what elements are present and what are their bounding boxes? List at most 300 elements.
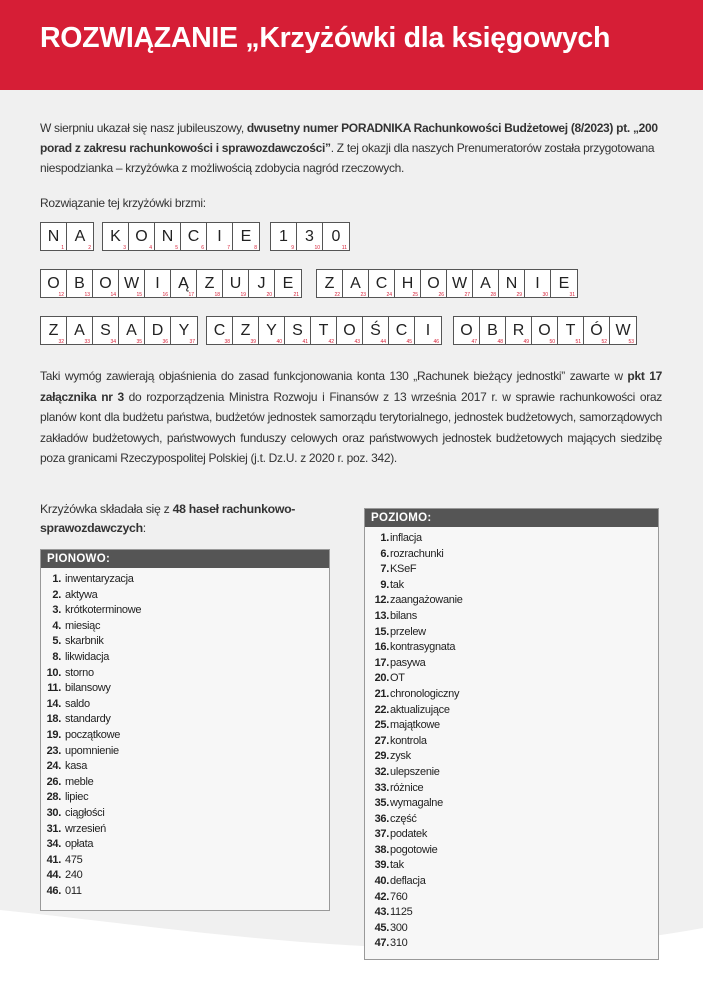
solution-cell — [41, 223, 67, 250]
answer-text: deflacja — [390, 875, 426, 888]
solution-cell — [145, 270, 171, 297]
answer-number: 35. — [374, 797, 389, 810]
answer-item — [365, 734, 658, 750]
cell-letter: W — [123, 275, 140, 292]
solution-cell — [311, 317, 337, 344]
answer-item — [365, 562, 658, 578]
answer-text: 1125 — [390, 906, 413, 919]
solution-word — [40, 316, 198, 345]
solution-cell — [223, 270, 249, 297]
answer-number: 41. — [46, 853, 61, 866]
cell-number: 28 — [490, 292, 496, 298]
cell-number: 49 — [523, 339, 529, 345]
cell-letter: S — [292, 322, 303, 339]
cell-letter: W — [451, 275, 468, 292]
cell-letter: Z — [48, 322, 59, 339]
solution-cell — [41, 317, 67, 344]
answer-number: 36. — [374, 812, 389, 825]
answer-text: likwidacja — [65, 650, 110, 663]
horizontal-answers-list — [365, 527, 658, 952]
answer-item — [41, 790, 329, 806]
answer-item — [41, 744, 329, 760]
answer-text: 300 — [390, 921, 408, 934]
solution-cell — [271, 223, 297, 250]
cell-letter: S — [100, 322, 111, 339]
solution-word — [316, 269, 578, 298]
answer-item — [41, 837, 329, 853]
cell-number: 19 — [240, 292, 246, 298]
cell-letter: N — [505, 275, 518, 292]
cell-number: 17 — [188, 292, 194, 298]
answer-number: 3. — [52, 604, 61, 617]
cell-number: 35 — [136, 339, 142, 345]
page-title: ROZWIĄZANIE „Krzyżówki dla księgowych — [40, 22, 611, 54]
solution-cell — [447, 270, 473, 297]
answer-text: bilansowy — [65, 682, 111, 695]
description-paragraph — [40, 366, 662, 469]
solution-cell — [337, 317, 363, 344]
cell-letter: E — [282, 275, 294, 292]
answer-item — [41, 759, 329, 775]
desc-text-1: Taki wymóg zawierają objaśnienia do zasad funkcjonowania konta 130 „Rachunek bieżący jednostki” zawarte w — [40, 369, 628, 383]
answer-text: upomnienie — [65, 744, 119, 757]
cell-letter: Y — [178, 322, 190, 339]
solution-cell — [67, 270, 93, 297]
answer-number: 34. — [46, 838, 61, 851]
answer-item — [41, 603, 329, 619]
answer-number: 10. — [46, 666, 61, 679]
cell-letter: I — [535, 275, 540, 292]
solution-cell — [93, 270, 119, 297]
answer-text: storno — [65, 666, 94, 679]
answer-number: 32. — [374, 765, 389, 778]
answer-item — [41, 884, 329, 900]
cell-number: 48 — [497, 339, 503, 345]
answer-item — [41, 619, 329, 635]
cell-number: 3 — [123, 245, 126, 251]
cell-number: 22 — [334, 292, 340, 298]
vertical-answers-list — [41, 568, 329, 899]
cell-number: 29 — [516, 292, 522, 298]
cell-letter: O — [343, 322, 356, 339]
answer-text: chronologiczny — [390, 687, 460, 700]
cell-letter: I — [217, 228, 222, 245]
cell-number: 23 — [360, 292, 366, 298]
count-text-1: Krzyżówka składała się z — [40, 502, 173, 516]
cell-letter: K — [110, 228, 121, 245]
answer-text: 240 — [65, 869, 83, 882]
horizontal-answers-box — [364, 508, 659, 960]
answer-text: ulepszenie — [390, 765, 440, 778]
answer-text: lipiec — [65, 791, 89, 804]
intro-text-2: . Z tej okazji dla naszych Prenumeratorów została przygotowana niespodzianka – krzyżówka z możliwością zdobycia nagród rzeczowych. — [40, 141, 655, 175]
solution-cell — [323, 223, 349, 250]
solution-cell — [207, 223, 233, 250]
answer-number: 13. — [374, 609, 389, 622]
intro-paragraph — [40, 118, 662, 178]
cell-letter: E — [558, 275, 570, 292]
cell-number: 26 — [438, 292, 444, 298]
answer-text: 760 — [390, 890, 408, 903]
solution-cell — [171, 317, 197, 344]
solution-cell — [480, 317, 506, 344]
answer-number: 47. — [374, 937, 389, 950]
answer-number: 33. — [374, 781, 389, 794]
answer-item — [365, 656, 658, 672]
solution-cell — [259, 317, 285, 344]
answer-number: 38. — [374, 843, 389, 856]
count-bold-1: 48 haseł rachunkowo-sprawozdawczych — [40, 502, 296, 535]
answer-text: początkowe — [65, 728, 121, 741]
solution-cell — [171, 270, 197, 297]
answer-number: 37. — [374, 828, 389, 841]
cell-number: 32 — [58, 339, 64, 345]
cell-number: 52 — [601, 339, 607, 345]
answer-item — [41, 868, 329, 884]
cell-letter: E — [240, 228, 252, 245]
cell-letter: T — [318, 322, 329, 339]
solution-cell — [369, 270, 395, 297]
answer-text: bilans — [390, 609, 417, 622]
answer-text: 310 — [390, 937, 408, 950]
answer-item — [365, 578, 658, 594]
cell-number: 14 — [110, 292, 116, 298]
cell-letter: C — [213, 322, 226, 339]
cell-letter: H — [401, 275, 414, 292]
intro-bold-1: dwusetny numer PORADNIKA Rachunkowości Budżetowej (8/2023) pt. „200 porad z zakresu rachunkowości i sprawozdawczości” — [40, 121, 658, 155]
answer-item — [365, 781, 658, 797]
cell-number: 39 — [250, 339, 256, 345]
cell-letter: O — [460, 322, 473, 339]
answer-number: 46. — [46, 884, 61, 897]
answer-item — [41, 666, 329, 682]
answer-item — [365, 671, 658, 687]
answer-item — [365, 843, 658, 859]
answer-number: 39. — [374, 859, 389, 872]
cell-number: 31 — [569, 292, 575, 298]
cell-letter: Y — [266, 322, 277, 339]
answer-item — [365, 703, 658, 719]
answer-text: tak — [390, 859, 404, 872]
solution-cell — [119, 270, 145, 297]
answer-text: zaangażowanie — [390, 594, 463, 607]
solution-cell — [610, 317, 636, 344]
answer-text: 475 — [65, 853, 83, 866]
answer-text: aktywa — [65, 588, 98, 601]
cell-number: 47 — [471, 339, 477, 345]
answer-item — [41, 681, 329, 697]
answer-number: 23. — [46, 744, 61, 757]
answer-number: 11. — [47, 682, 61, 695]
solution-cell — [119, 317, 145, 344]
answer-text: OT — [390, 672, 405, 685]
solution-cell — [532, 317, 558, 344]
answer-text: ciągłości — [65, 806, 105, 819]
solution-cell — [558, 317, 584, 344]
answer-item — [365, 687, 658, 703]
answer-item — [41, 806, 329, 822]
answer-item — [41, 634, 329, 650]
answer-item — [41, 728, 329, 744]
cell-number: 30 — [542, 292, 548, 298]
solution-cell — [155, 223, 181, 250]
answer-text: kontrasygnata — [390, 641, 456, 654]
cell-letter: A — [350, 275, 361, 292]
cell-number: 8 — [254, 245, 257, 251]
answer-text: pogotowie — [390, 843, 438, 856]
answer-item — [41, 775, 329, 791]
cell-number: 37 — [189, 339, 195, 345]
answer-text: kasa — [65, 760, 88, 773]
cell-number: 16 — [162, 292, 168, 298]
answer-item — [41, 588, 329, 604]
cell-number: 12 — [58, 292, 64, 298]
vertical-answers-box — [40, 549, 330, 911]
cell-letter: Z — [240, 322, 251, 339]
answer-text: meble — [65, 775, 94, 788]
answer-number: 8. — [52, 650, 61, 663]
answer-number: 20. — [374, 672, 389, 685]
cell-letter: C — [375, 275, 388, 292]
cell-number: 45 — [406, 339, 412, 345]
cell-letter: T — [565, 322, 576, 339]
solution-cell — [145, 317, 171, 344]
cell-letter: 1 — [279, 228, 288, 245]
answer-item — [365, 765, 658, 781]
answer-number: 43. — [374, 906, 389, 919]
solution-word — [102, 222, 260, 251]
answer-text: pasywa — [390, 656, 426, 669]
solution-cell — [249, 270, 275, 297]
cell-letter: A — [480, 275, 491, 292]
answer-number: 2. — [52, 588, 61, 601]
answer-number: 22. — [374, 703, 389, 716]
solution-cell — [297, 223, 323, 250]
answer-text: inflacja — [390, 532, 422, 544]
solution-cell — [67, 223, 93, 250]
cell-number: 36 — [162, 339, 168, 345]
answer-number: 17. — [374, 656, 389, 669]
answer-text: krótkoterminowe — [65, 604, 142, 617]
answer-item — [41, 572, 329, 588]
answer-text: saldo — [65, 697, 90, 710]
cell-letter: Ś — [370, 322, 381, 339]
solution-cell — [93, 317, 119, 344]
answer-number: 27. — [374, 734, 389, 747]
solution-cell — [525, 270, 551, 297]
answer-number: 24. — [46, 760, 61, 773]
answer-number: 7. — [380, 563, 389, 576]
cell-letter: A — [74, 322, 85, 339]
answer-item — [365, 858, 658, 874]
cell-number: 38 — [224, 339, 230, 345]
answer-item — [365, 936, 658, 952]
solution-cell — [473, 270, 499, 297]
cell-letter: 3 — [305, 228, 314, 245]
solution-cell — [103, 223, 129, 250]
answer-number: 1. — [380, 532, 389, 544]
cell-letter: Ą — [178, 275, 189, 292]
answer-number: 31. — [46, 822, 61, 835]
answer-item — [365, 531, 658, 547]
answer-item — [365, 921, 658, 937]
cell-letter: B — [487, 322, 498, 339]
cell-number: 41 — [302, 339, 308, 345]
cell-letter: J — [257, 275, 266, 292]
cell-letter: 0 — [331, 228, 341, 245]
cell-number: 18 — [214, 292, 220, 298]
answer-text: tak — [390, 578, 404, 591]
desc-bold-1: pkt 17 załącznika nr 3 — [40, 369, 662, 404]
solution-cell — [285, 317, 311, 344]
cell-letter: R — [512, 322, 525, 339]
answer-item — [41, 822, 329, 838]
desc-text-2: do rozporządzenia Ministra Rozwoju i Finansów z 13 września 2017 r. w sprawie rachunkowości oraz planów kont dla budżetu państwa, budżetów jednostek samorządu terytorialnego, jednostek budżetowych, samorządowych zakładów budżetowych, państwowych funduszy celowych oraz państwowych jednostek budżetowych mających siedzibę poza granicami Rzeczypospolitej Polskiej (j.t. Dz.U. z 2020 r. poz. 342). — [40, 389, 662, 465]
answer-item — [365, 827, 658, 843]
answer-item — [365, 905, 658, 921]
page-header — [0, 0, 703, 90]
answer-number: 4. — [52, 619, 61, 632]
solution-word — [40, 222, 94, 251]
answer-text: majątkowe — [390, 719, 440, 732]
answer-number: 29. — [374, 750, 389, 763]
answer-text: część — [390, 812, 417, 825]
cell-number: 27 — [464, 292, 470, 298]
answer-number: 14. — [46, 697, 61, 710]
answer-text: wrzesień — [65, 822, 107, 835]
cell-number: 43 — [354, 339, 360, 345]
solution-cell — [421, 270, 447, 297]
cell-number: 50 — [549, 339, 555, 345]
answer-number: 5. — [52, 635, 61, 648]
cell-letter: N — [161, 228, 174, 245]
answer-number: 42. — [374, 890, 389, 903]
answer-text: podatek — [390, 828, 428, 841]
cell-number: 1 — [61, 245, 64, 251]
answer-text: przelew — [390, 625, 426, 638]
intro-text-1: W sierpniu ukazał się nasz jubileuszowy, — [40, 121, 247, 135]
answer-number: 45. — [374, 921, 389, 934]
cell-number: 11 — [341, 245, 347, 251]
solution-word — [40, 269, 302, 298]
cell-number: 40 — [276, 339, 282, 345]
cell-letter: I — [425, 322, 431, 339]
cell-number: 53 — [628, 339, 634, 345]
cell-number: 9 — [291, 245, 294, 251]
answer-item — [365, 812, 658, 828]
answer-item — [365, 718, 658, 734]
cell-letter: C — [187, 228, 200, 245]
answer-text: rozrachunki — [390, 547, 444, 560]
cell-letter: Z — [324, 275, 335, 292]
solution-word — [453, 316, 637, 345]
answer-item — [365, 593, 658, 609]
cell-letter: O — [538, 322, 551, 339]
answer-text: zysk — [390, 750, 411, 763]
answer-item — [365, 640, 658, 656]
answer-text: inwentaryzacja — [65, 573, 134, 585]
cell-number: 20 — [266, 292, 272, 298]
answer-item — [41, 697, 329, 713]
horizontal-answers-title: POZIOMO: — [365, 509, 658, 527]
answer-text: wymagalne — [390, 797, 443, 810]
answer-item — [365, 749, 658, 765]
cell-letter: D — [151, 322, 164, 339]
answer-number: 18. — [46, 713, 61, 726]
cell-letter: A — [126, 322, 137, 339]
solution-word — [270, 222, 350, 251]
answer-number: 1. — [52, 573, 61, 585]
vertical-answers-title: PIONOWO: — [41, 550, 329, 568]
answer-item — [41, 712, 329, 728]
answer-item — [41, 853, 329, 869]
answer-number: 28. — [46, 791, 61, 804]
answer-text: kontrola — [390, 734, 427, 747]
solution-cell — [389, 317, 415, 344]
solution-cell — [317, 270, 343, 297]
answer-text: aktualizujące — [390, 703, 450, 716]
solution-cell — [551, 270, 577, 297]
cell-number: 51 — [575, 339, 581, 345]
solution-cell — [181, 223, 207, 250]
cell-letter: Z — [204, 275, 215, 292]
answer-number: 12. — [374, 594, 389, 607]
answer-number: 25. — [374, 719, 389, 732]
solution-cell — [395, 270, 421, 297]
solution-cell — [197, 270, 223, 297]
solution-cell — [233, 317, 259, 344]
solution-cell — [275, 270, 301, 297]
cell-number: 33 — [84, 339, 90, 345]
answer-number: 44. — [46, 869, 61, 882]
answer-item — [365, 874, 658, 890]
cell-number: 5 — [175, 245, 178, 251]
answer-number: 15. — [374, 625, 389, 638]
cell-number: 42 — [328, 339, 334, 345]
cell-number: 24 — [386, 292, 392, 298]
cell-number: 13 — [84, 292, 90, 298]
cell-number: 25 — [412, 292, 418, 298]
answer-number: 21. — [374, 687, 389, 700]
answer-number: 6. — [380, 547, 389, 560]
cell-number: 46 — [433, 339, 439, 345]
answer-item — [41, 650, 329, 666]
answer-text: 011 — [65, 884, 82, 897]
answer-item — [365, 796, 658, 812]
answer-text: KSeF — [390, 563, 417, 576]
answer-text: różnice — [390, 781, 424, 794]
cell-number: 6 — [201, 245, 204, 251]
cell-number: 15 — [136, 292, 142, 298]
cell-number: 44 — [380, 339, 386, 345]
entries-count-text — [40, 500, 340, 538]
cell-letter: A — [74, 228, 86, 245]
answer-number: 16. — [374, 641, 389, 654]
cell-letter: O — [427, 275, 440, 292]
cell-letter: W — [615, 322, 631, 339]
cell-number: 10 — [314, 245, 320, 251]
solution-cell — [207, 317, 233, 344]
solution-cell — [41, 270, 67, 297]
solution-cell — [343, 270, 369, 297]
answer-item — [365, 547, 658, 563]
cell-number: 21 — [293, 292, 299, 298]
solution-label: Rozwiązanie tej krzyżówki brzmi: — [40, 196, 206, 210]
answer-text: miesiąc — [65, 619, 101, 632]
cell-letter: Ó — [590, 322, 603, 339]
answer-text: standardy — [65, 713, 111, 726]
answer-item — [365, 890, 658, 906]
